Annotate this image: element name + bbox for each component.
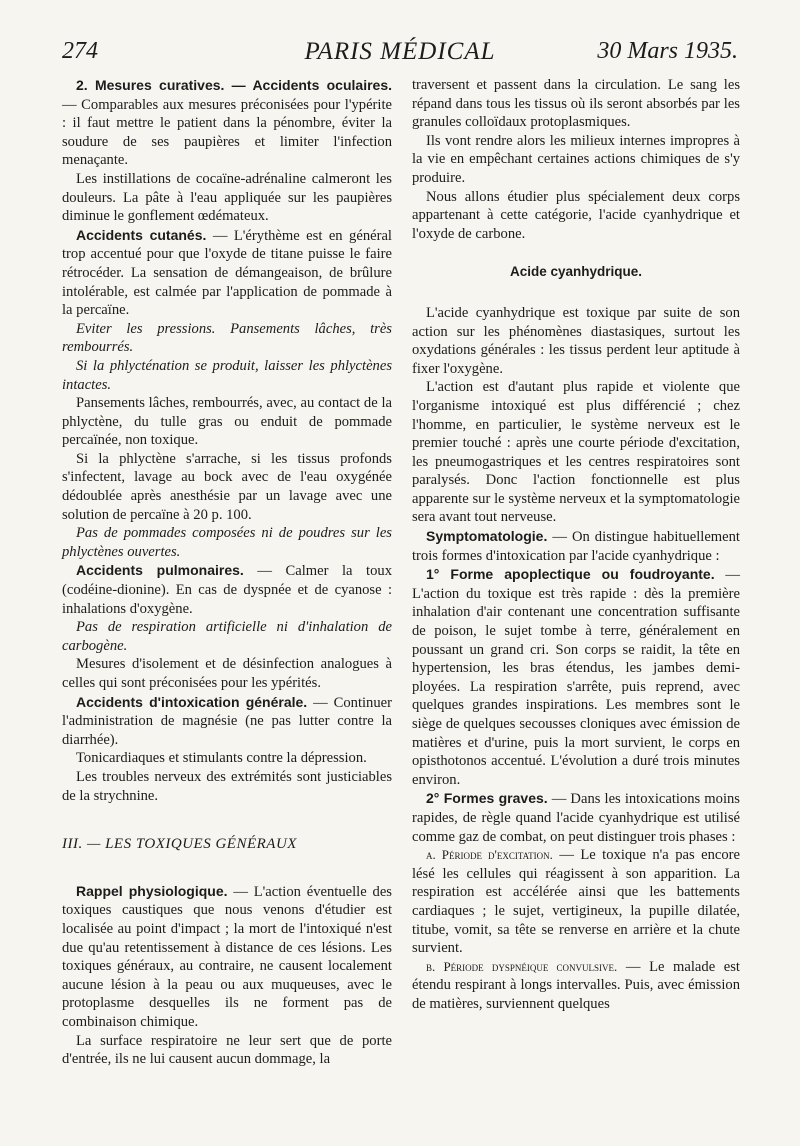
- paragraph-text: — L'action du toxique est très rapide : dès la première inhalation d'air contenant une concentration suffisante de poison, le sujet tombe à terre, généralement en poussant un grand cri. Son corps se raidit, la tête en hypertension, les bras étendus, les jambes demi-ployées. La respiration s'arrête, puis reprend, avec quelques grandes inspirations. Les membres sont le siège de quelques secousses cloniques avec émission de matières et d'urine, puis la mort survient, le corps en opisthotonos accentué. L'évolution a duré trois minutes environ.: [412, 567, 740, 788]
- paragraph: [412, 789, 740, 846]
- paragraph: [412, 846, 740, 958]
- paragraph: Pansements lâches, rembourrés, avec, au contact de la phlyctène, du tulle gras ou enduit de pommade percaïnée, non toxique.: [62, 395, 392, 449]
- paragraph: Pas de pommades composées ni de poudres sur les phlyctènes ouvertes.: [62, 525, 392, 560]
- paragraph-text: — Comparables aux mesures préconisées pour l'ypérite : il faut mettre le patient dans la pénombre, éviter la soudure de ses paupières et limiter l'infection menaçante.: [62, 96, 392, 169]
- paragraph: [62, 226, 392, 320]
- paragraph: Si la phlyctène s'arrache, si les tissus profonds s'infectent, lavage au bock avec de l'eau oxygénée dédoublée après anesthésie par un lavage avec une solution de percaïne à 20 p. 100.: [62, 450, 392, 523]
- page-number: 274: [62, 38, 98, 64]
- heading-accidents-pulmonaires: Accidents pulmonaires.: [76, 562, 244, 579]
- paragraph-text: — L'érythème est en général trop accentué pour que l'oxyde de titane puisse le faire rétrocéder. La sensation de démangeaison, de brûlure intolérable, est calmée par l'application de pommade à la percaïne.: [62, 227, 392, 319]
- paragraph: Ils vont rendre alors les milieux internes impropres à la vie en empêchant certaines actions chimiques de s'y produire.: [412, 132, 740, 186]
- subheading-acide-cyanhydrique: Acide cyanhydrique.: [509, 264, 643, 280]
- left-column: [62, 76, 392, 1069]
- heading-symptomatologie: Symptomatologie.: [426, 528, 548, 545]
- paragraph: [412, 527, 740, 565]
- section-title: III. — LES TOXIQUES GÉNÉRAUX: [62, 836, 297, 853]
- paragraph: Tonicardiaques et stimulants contre la dépression.: [76, 750, 367, 767]
- paragraph: Si la phlycténation se produit, laisser les phlyctènes intactes.: [62, 357, 392, 393]
- paragraph: [62, 561, 392, 618]
- paragraph: Nous allons étudier plus spécialement deux corps appartenant à cette catégorie, l'acide cyanhydrique et l'oxyde de carbone.: [412, 188, 740, 242]
- label-periode-dyspneique: b. Période dyspnéique convulsive.: [426, 958, 618, 974]
- paragraph: La surface respiratoire ne leur sert que de porte d'entrée, ils ne lui causent aucun dommage, la: [62, 1032, 392, 1068]
- paragraph-text: — Le toxique n'a pas encore lésé les cellules qui réagissent à son apparition. La respiration est accélérée ainsi que les battements cardiaques ; le sujet, vertigineux, la pupille dilatée, titube, vomit, sa tête se renverse en arrière et la chute survient.: [412, 847, 740, 957]
- heading-intoxication-generale: Accidents d'intoxication générale.: [76, 693, 308, 710]
- paragraph-text: — Continuer l'administration de magnésie (ne pas lutter contre la diarrhée).: [62, 694, 392, 748]
- journal-title: PARIS MÉDICAL: [304, 38, 496, 65]
- heading-rappel-physiologique: Rappel physiologique.: [76, 882, 228, 899]
- paragraph-text: — Calmer la toux (codéine-dionine). En cas de dyspnée et de cyanose : inhalations d'oxygène.: [62, 563, 392, 617]
- issue-date: 30 Mars 1935.: [597, 38, 738, 64]
- paragraph: [412, 958, 740, 1014]
- paragraph: [62, 693, 392, 750]
- paragraph-text: — On distingue habituellement trois formes d'intoxication par l'acide cyanhydrique :: [412, 529, 740, 564]
- paragraph: [62, 76, 392, 170]
- heading-formes-graves: 2° Formes graves.: [426, 790, 548, 807]
- paragraph: Les troubles nerveux des extrémités sont justiciables de la strychnine.: [62, 768, 392, 804]
- paragraph: L'acide cyanhydrique est toxique par suite de son action sur les phénomènes diastasiques, surtout les oxydations générales : les tissus perdent leur aptitude à fixer l'oxygène.: [412, 304, 740, 377]
- label-periode-excitation: a. Période d'excitation.: [426, 847, 553, 863]
- paragraph: Les instillations de cocaïne-adrénaline calmeront les douleurs. La pâte à l'eau appliquée sur les paupières diminue le gonflement œdémateux.: [62, 170, 392, 225]
- paragraph: [62, 882, 392, 1032]
- heading-mesures-curatives: 2. Mesures curatives. — Accidents oculaires.: [76, 77, 392, 93]
- paragraph: [412, 565, 740, 789]
- heading-accidents-cutanes: Accidents cutanés.: [76, 226, 207, 243]
- paragraph: Mesures d'isolement et de désinfection analogues à celles qui sont préconisées pour les ypérités.: [62, 656, 392, 691]
- right-column: [412, 76, 740, 1014]
- paragraph-text: — L'action éventuelle des toxiques caustiques que nous venons d'étudier est localisée au point d'impact ; la mort de l'intoxiqué n'est due qu'au retentissement à distance de ces lésions. Les toxiques généraux, au contraire, ne causent localement aucune lésion à la peau ou aux muqueuses, avec le protoplasme desquelles ils ne forment pas de combinaison chimique.: [62, 883, 392, 1030]
- paragraph: traversent et passent dans la circulation. Le sang les répand dans tous les tissus où ils seront absorbés par les granules colloïdaux protoplasmiques.: [412, 77, 740, 131]
- paragraph-text: — Dans les intoxications moins rapides, de règle quand l'acide cyanhydrique est utilisé comme gaz de combat, on peut distinguer trois phases :: [412, 791, 740, 845]
- paragraph: Eviter les pressions. Pansements lâches, très rembourrés.: [62, 320, 392, 356]
- paragraph: L'action est d'autant plus rapide et violente que l'organisme intoxiqué est plus différencié ; chez l'homme, en particulier, le système nerveux est le premier touché : après une courte période d'excitation, les pneumogastriques et les centres respiratoires sont paralysés. Donc l'action fonctionnelle est plus apparente sur le système nerveux et la symptomatologie sera avant tout nerveuse.: [412, 379, 740, 526]
- paragraph: Pas de respiration artificielle ni d'inhalation de carbogène.: [62, 619, 392, 654]
- page-header: [62, 38, 738, 70]
- paragraph-text: — Le malade est étendu respirant à longs intervalles. Puis, avec émission de matières, surviennent quelques: [412, 958, 740, 1012]
- heading-forme-apoplectique: 1° Forme apoplectique ou foudroyante.: [426, 566, 715, 583]
